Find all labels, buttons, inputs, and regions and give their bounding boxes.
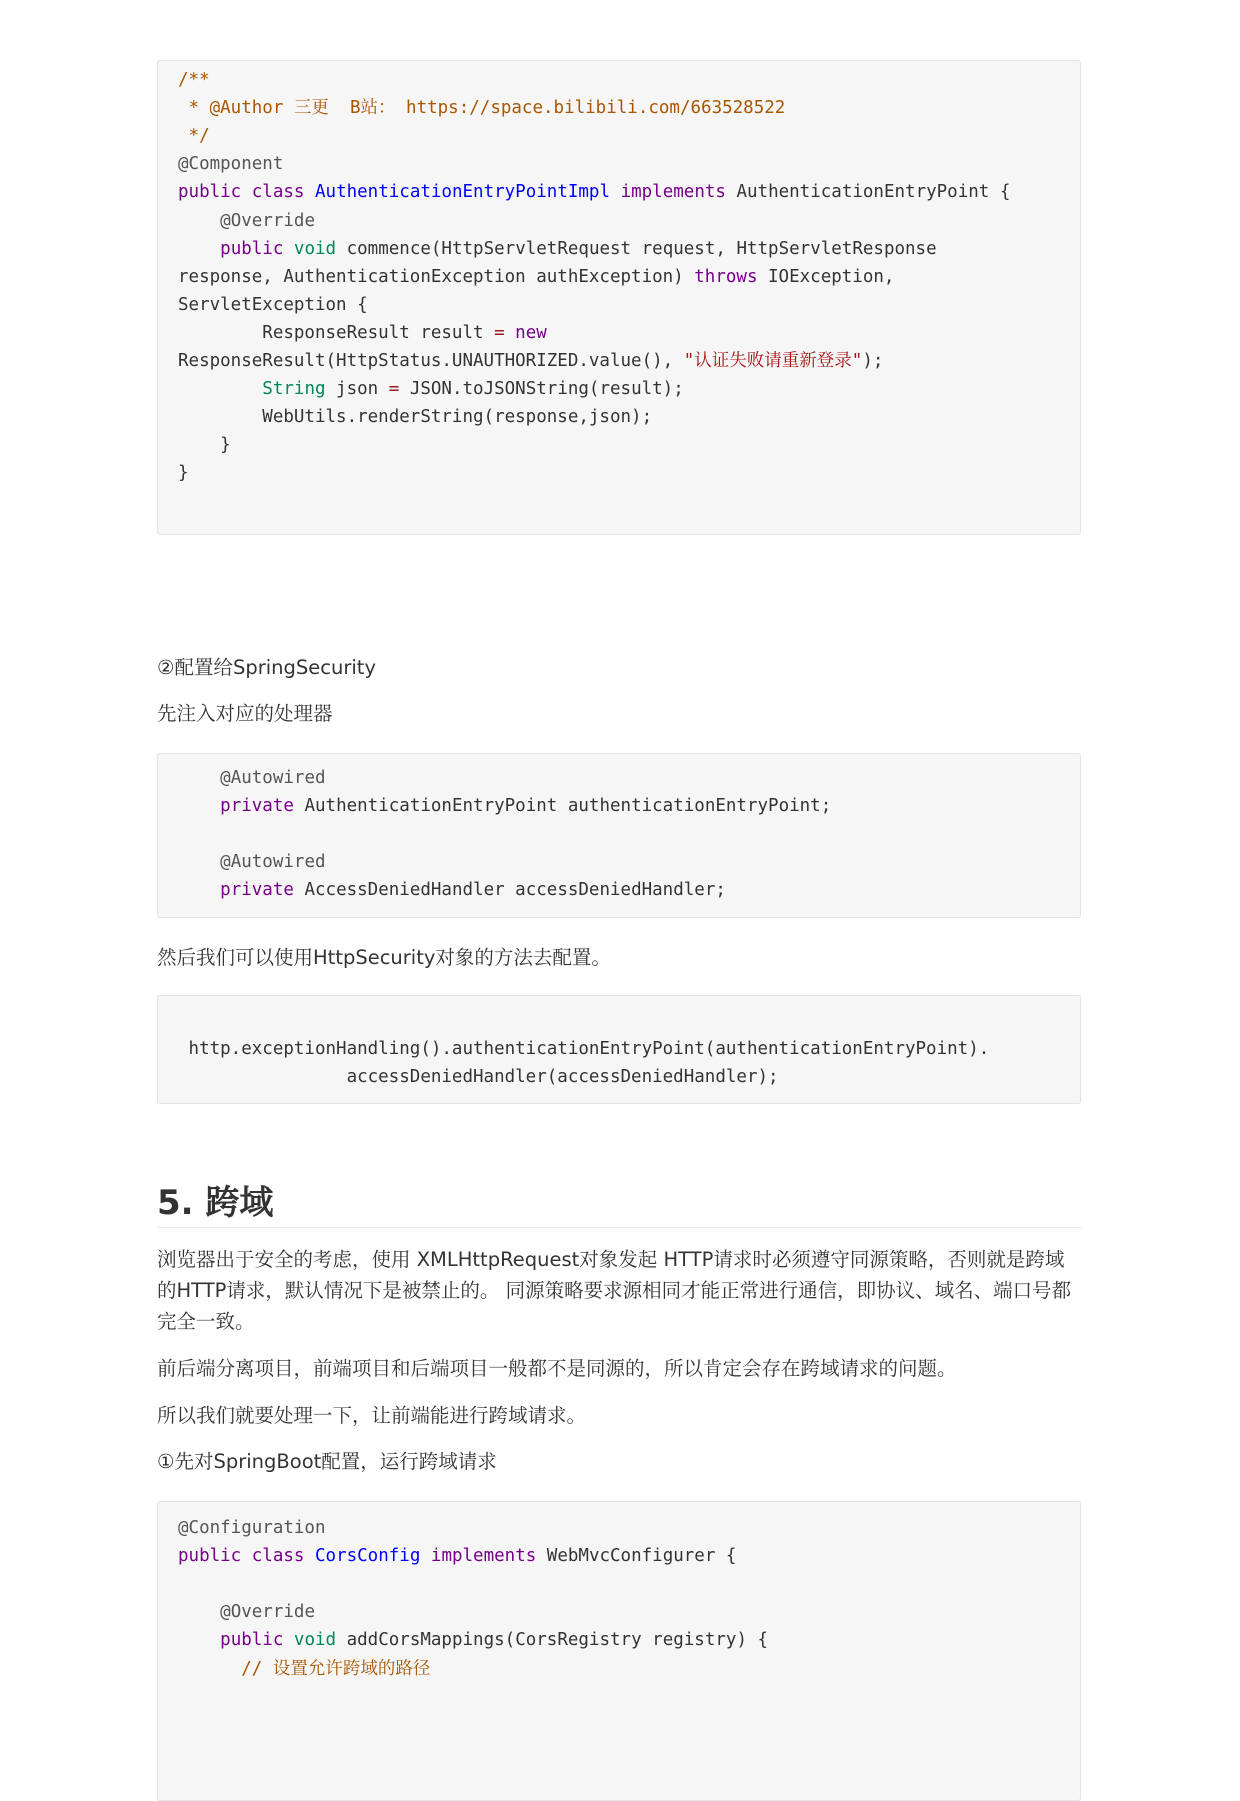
- code-token: [178, 379, 262, 399]
- cors-paragraph-3: 所以我们就要处理一下，让前端能进行跨域请求。: [157, 1404, 587, 1427]
- code-token: @Override: [220, 210, 315, 231]
- code-token: =: [388, 379, 400, 400]
- code-token: implements: [430, 1546, 537, 1567]
- code-token: IOException,: [757, 266, 895, 287]
- code-line: [178, 291, 368, 319]
- code-token: [283, 239, 294, 259]
- code-block-authentication-entry-point: [157, 60, 1081, 535]
- code-token: AccessDeniedHandler accessDeniedHandler;: [293, 880, 726, 900]
- code-line: [178, 347, 883, 375]
- cors-paragraph-4: ①先对SpringBoot配置，运行跨域请求: [157, 1450, 497, 1473]
- code-line: [178, 876, 726, 904]
- code-line: [178, 319, 547, 347]
- code-token: }: [178, 435, 231, 456]
- code-token: [241, 182, 252, 202]
- code-token: void: [293, 1630, 337, 1651]
- code-token: ResponseResult(HttpStatus.UNAUTHORIZED.value(),: [178, 351, 684, 371]
- code-token: =: [494, 322, 505, 343]
- code-token: addCorsMappings(CorsRegistry registry) {: [336, 1630, 769, 1651]
- code-token: ServletException {: [178, 294, 368, 315]
- code-token: [505, 323, 516, 343]
- code-token: String: [262, 379, 326, 400]
- code-token: ResponseResult result: [178, 322, 495, 343]
- code-token: response, AuthenticationException authException): [178, 266, 695, 287]
- code-token: private: [220, 796, 294, 816]
- code-line: [178, 431, 231, 459]
- code-line: [178, 403, 652, 431]
- code-token: throws: [694, 266, 758, 287]
- code-token: [304, 182, 315, 202]
- code-token: );: [862, 351, 884, 371]
- code-token: WebMvcConfigurer {: [536, 1546, 737, 1567]
- code-token: @Autowired: [220, 852, 326, 872]
- code-token: [178, 880, 220, 900]
- code-token: json: [325, 379, 389, 400]
- code-token: private: [220, 880, 294, 900]
- code-token: /**: [178, 70, 210, 90]
- code-line: [178, 1542, 736, 1570]
- code-token: "认证失败请重新登录": [683, 351, 863, 371]
- step2-then-text: 然后我们可以使用HttpSecurity对象的方法去配置。: [157, 946, 611, 969]
- code-token: [304, 1546, 315, 1566]
- code-line: [178, 764, 326, 792]
- code-token: AuthenticationEntryPoint authenticationEntryPoint;: [293, 796, 832, 816]
- code-token: @Component: [178, 154, 284, 175]
- step2-description: 先注入对应的处理器: [157, 702, 333, 725]
- code-line: [178, 1063, 779, 1091]
- code-token: CorsConfig: [315, 1546, 421, 1567]
- code-token: AuthenticationEntryPointImpl: [315, 182, 611, 203]
- code-token: class: [251, 182, 305, 203]
- code-token: [610, 182, 621, 202]
- code-token: accessDeniedHandler(accessDeniedHandler);: [178, 1067, 779, 1087]
- code-token: public: [178, 1546, 242, 1567]
- code-token: [420, 1546, 431, 1566]
- code-token: commence(HttpServletRequest request, HttpServletResponse: [336, 238, 937, 259]
- code-token: [178, 852, 220, 872]
- code-line: [178, 1626, 768, 1654]
- code-token: public: [178, 182, 242, 203]
- code-block-cors-config: [157, 1501, 1081, 1801]
- code-line: [178, 459, 189, 487]
- step2-title: ②配置给SpringSecurity: [157, 656, 376, 679]
- code-token: */: [178, 126, 210, 147]
- code-line: [178, 207, 315, 235]
- code-line: [178, 178, 1010, 206]
- code-line: [178, 263, 894, 291]
- code-line: [178, 122, 210, 150]
- code-token: @Autowired: [220, 768, 326, 788]
- code-line: [178, 1598, 315, 1626]
- code-token: [178, 1630, 220, 1650]
- code-token: // 设置允许跨域的路径: [241, 1658, 431, 1679]
- code-token: @Configuration: [178, 1518, 326, 1538]
- code-token: [241, 1546, 252, 1566]
- cors-paragraph-1: 浏览器出于安全的考虑，使用 XMLHttpRequest对象发起 HTTP请求时必须遵守同源策略，否则就是跨域的HTTP请求，默认情况下是被禁止的。 同源策略要求源相同才能正常进行通信，即协议、域名、端口号都完全一致。: [157, 1248, 1072, 1333]
- code-token: [283, 1630, 294, 1650]
- code-line: [178, 1035, 989, 1063]
- code-line: [178, 150, 283, 178]
- code-token: void: [293, 238, 337, 259]
- code-line: [178, 375, 684, 403]
- code-line: [178, 66, 210, 94]
- code-block-exception-handling: [157, 995, 1081, 1104]
- code-token: implements: [620, 182, 726, 203]
- code-line: [178, 1514, 326, 1542]
- code-block-autowired-handlers: [157, 753, 1081, 918]
- code-token: [178, 1602, 220, 1622]
- code-token: class: [251, 1546, 305, 1567]
- code-token: new: [515, 322, 547, 343]
- code-token: }: [178, 463, 189, 484]
- code-line: [178, 792, 831, 820]
- code-line: [178, 94, 785, 122]
- section-heading-cors: 5. 跨域: [157, 1178, 1081, 1228]
- code-token: AuthenticationEntryPoint {: [725, 182, 1011, 203]
- code-token: WebUtils.renderString(response,json);: [178, 407, 653, 428]
- code-token: [178, 768, 220, 788]
- code-token: [178, 239, 220, 259]
- code-token: public: [220, 1630, 284, 1651]
- code-token: @Override: [220, 1602, 315, 1623]
- code-token: [178, 796, 220, 816]
- code-token: [178, 211, 220, 231]
- cors-paragraph-2: 前后端分离项目，前端项目和后端项目一般都不是同源的，所以肯定会存在跨域请求的问题。: [157, 1357, 957, 1380]
- code-token: public: [220, 238, 284, 259]
- code-line: [178, 848, 326, 876]
- code-line: [178, 1655, 430, 1683]
- code-token: [178, 1659, 241, 1679]
- code-line: [178, 235, 937, 263]
- code-token: JSON.toJSONString(result);: [399, 379, 684, 400]
- code-token: http.exceptionHandling().authenticationEntryPoint(authenticationEntryPoint).: [178, 1039, 990, 1059]
- code-token: * @Author 三更 B站： https://space.bilibili.com/663528522: [178, 98, 786, 119]
